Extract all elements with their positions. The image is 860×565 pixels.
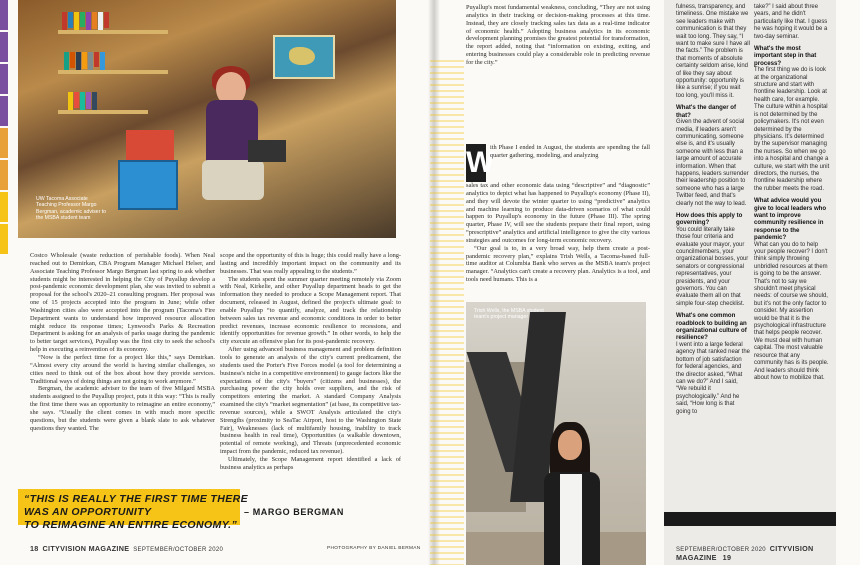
photo-credit: PHOTOGRAPHY BY DANIEL BERMAN [327, 546, 421, 551]
qa-footer-bar [664, 512, 836, 526]
page-number: 18 [30, 544, 39, 553]
photo-caption-right: Trish Wells, the MSBA student team's project manager [474, 308, 544, 321]
qa-answer: fulness, transparency, and timeliness. One mistake we see leaders make with communication is that they wait too long. They say, “I want to make sure I have all the facts.” The problem is that moments of absolute certainty seldom arise, kind of like they say about opportunity: opportunity is like a sunrise; if you wait too long, you'll miss it. [676, 4, 750, 99]
pull-quote-text: “THIS IS REALLY THE FIRST TIME THERE WAS AN OPPORTUNITY TO REIMAGINE AN ENTIRE ECONOMY.” [24, 493, 249, 531]
section-tab [0, 160, 8, 190]
folio-right [676, 544, 860, 562]
section-color-tabs [0, 0, 8, 240]
section-tab [0, 32, 8, 62]
qa-question: What's the danger of that? [676, 104, 737, 119]
qa-answer: The first thing we do is look at the organizational structure and start with frontline leadership. Look at health care, for example. The culture within a hospital is not determined by the policymakers. It's not even determined by the physicians. It's determined by the supervisor managing the nurses. So when we go into a hospital and change a culture, we start with the unit directors, the nurses, the frontline leadership where the rubber meets the road. [754, 67, 830, 192]
qa-question: What's the most important step in that process? [754, 45, 817, 67]
laptop [248, 140, 286, 162]
qa-answer: You could literally take those four criteria and evaluate your mayor, your councilmembers, your organizational bosses, your senators or congressional representatives, your presidents, and your governors. You can evaluate them all on that simple four-step checklist. [676, 226, 749, 307]
section-tab [0, 192, 8, 222]
folio-left [30, 544, 223, 553]
paragraph: scope and the opportunity of this is huge; this could really have a long-lasting and incredibly important impact on the community and its businesses. That was really appealing to the students.” [220, 252, 401, 275]
paragraph: After using advanced business management and problem definition tools to generate an analysis of the city's current predicament, the students used the Porter's Five Forces model (a tool for determining a business's niche in a competitive environment) to gauge factors like the expectations of the city's “buyers” (citizens and businesses), the purchasing power the city holds over suppliers, and the risk of competitors entering the market. A standard Company Analysis examined the city's “market segmentation” (at base, its competitive tax-revenue sources), while a SWOT Analysis articulated the city's Strengths (proximity to SeaTac Airport, host to the Washington State Fair), Weaknesses (lack of multifamily housing, inability to track business health in real time), Opportunities (a walkable downtown, potential of remote working), and Threats (unprecedented economic impact from the pandemic, reduced tax revenue). [220, 346, 401, 456]
pull-quote-author: – MARGO BERGMAN [244, 507, 345, 517]
paragraph: “Our goal is to, in a very broad way, help them create a post-pandemic recovery plan,” explains Trish Wells, a Tacoma-based full-time auditor at Columbia Bank who serves as the MSBA team's project manager. “Analytics can't create a recovery plan. Analytics is a tool, and tools need humans. This is a [466, 244, 650, 284]
issue-date: SEPTEMBER/OCTOBER 2020 [133, 547, 224, 553]
paragraph: Bergman, the academic adviser to the team of five Milgard MSBA students assigned to the Puyallup project, puts it this way: “This is really the first time there was an opportunity to reimagine an entire economy,” she says. “Usually the client comes in with much more specific questions, but the students were given a blank slate to ask whatever questions they wanted. The [30, 385, 215, 432]
qa-question: What's one common roadblock to building an organizational culture of resilience? [676, 312, 747, 342]
qa-answer: What can you do to help your people recover? I don't think simply throwing unbridled resources at them is going to be the answer. That's not to say we shouldn't meet physical needs: of course we should, but it's not the only factor to consider. My assertion would be that it is the psychological infrastructure that helps people recover. We must deal with human capital. The most valuable resource that any community has is its people. And leaders should think about how to mobilize that. [754, 241, 829, 381]
paragraph: The students spent the summer quarter meeting remotely via Zoom with Neal, Kirkelie, and other Puyallup department heads to get the information they needed to produce a Scope Management report. That document, released in August, defined the project's ultimate goal: to enable Puyallup “to quantify, analyze, and track the relationship between sales tax revenue and economic conditions in order to better predict revenues, increase economic resilience to recessions, and identify opportunities for revenue growth.” In other words, to help the city execute an offensive plan for its post-pandemic recovery. [220, 275, 401, 346]
article-column-2 [220, 252, 401, 472]
photo-trish-wells [466, 302, 646, 565]
paragraph: ith Phase I ended in August, the students are spending the fall quarter gathering, modeling, and analyzing [490, 144, 650, 159]
qa-question: How does this apply to governing? [676, 211, 743, 227]
section-tab [0, 96, 8, 126]
qa-answer: I went into a large federal agency that ranked near the bottom of job satisfaction for federal agencies, and the director asked, “What can we do?” And I said, “We rebuild it psychologically.” And he said, “How long is that going to [676, 341, 750, 415]
qa-answer: take?” I said about three years, and he didn't particularly like that. I guess he was hoping it would be a two-day seminar. [754, 4, 828, 40]
drop-cap: W [466, 144, 486, 182]
qa-column-2 [754, 4, 830, 382]
paragraph: Puyallup's most fundamental weakness, concluding, “They are not using analytics in their tracking or decision-making processes at this time. Instead, they are closely tracking sales tax data as a real-time indicator of economic health.” Adopting business analytics in its economic development planning promises the greatest potential for transformation, the report added, noting that “information on existing, exiting, and entering businesses could play a considerable role in predicting revenue for the city.” [466, 4, 650, 66]
article-column-3-lead [490, 144, 650, 160]
section-tab [0, 224, 8, 254]
qa-answer: Given the advent of social media, if leaders aren't communicating, someone else is, and it's usually someone with less than a large amount of accurate information. When that happens, leaders surrender their leadership position to someone who has a large Twitter feed, and that's clearly not the way to lead. [676, 119, 749, 207]
decorative-stripes [430, 60, 464, 565]
issue-date: SEPTEMBER/OCTOBER 2020 [676, 547, 766, 553]
qa-column-1 [676, 4, 750, 416]
paragraph: Ultimately, the Scope Management report identified a lack of business analytics as perhaps [220, 455, 401, 471]
paragraph: Costco Wholesale (waste reduction of perishable foods). When Neal reached out to Demirkan, CBA Program Manager Michael Helser, and Associate Teaching Professor Margo Bergman last spring to ask whether students might be interested in helping the City of Puyallup develop a post-pandemic economic development plan, she was invited to submit a proposal for the school's 2020–21 consulting program. Her proposal was one of 15 projects accepted into the program in June; while other Washington cities also were accepted into the program (Tacoma's Fire Department wants to understand how improved resource allocation might reduce its response times; Lynwood's Parks & Recreation Department is asking for an analysis of parks usage during the pandemic to better target services), Puyallup was the first city to seek the school's help in executing a reinvention of its economy. [30, 252, 215, 354]
qa-question: What advice would you give to local leaders who want to improve community resilience in response to the pandemic? [754, 197, 827, 242]
article-column-3-top [466, 4, 650, 67]
photo-caption-left: UW Tacoma Associate Teaching Professor Margo Bergman, academic adviser to the MSBA student team [36, 196, 107, 222]
magazine-name: CITYVISION MAGAZINE [42, 544, 130, 553]
article-column-1 [30, 252, 215, 432]
wall-map [273, 35, 335, 79]
article-column-3-mid [466, 182, 650, 284]
section-tab [0, 0, 8, 30]
page-number: 19 [722, 553, 732, 562]
magazine-name: CITYVISION MAGAZINE [676, 544, 814, 562]
section-tab [0, 128, 8, 158]
section-tab [0, 64, 8, 94]
paragraph: sales tax and other economic data using “descriptive” and “diagnostic” analytics to depict what has happened to Puyallup's economy (Phase II), and they will devote the winter quarter to using “predictive” analytics and machine learning to produce data-driven scenarios of what could happen to Puyallup's economy in the future (Phase III). The spring quarter, Phase IV, will see the students prepare their final report, using “prescriptive” analytics and artificial intelligence to give the city various strategies and outcomes for long-term economic recovery. [466, 182, 650, 244]
paragraph: “Now is the perfect time for a project like this,” says Demirkan. “Almost every city around the world is having similar challenges, so cities need to think out of the box about how they provide services. Traditional ways of doing things are not going to work anymore.” [30, 353, 215, 385]
